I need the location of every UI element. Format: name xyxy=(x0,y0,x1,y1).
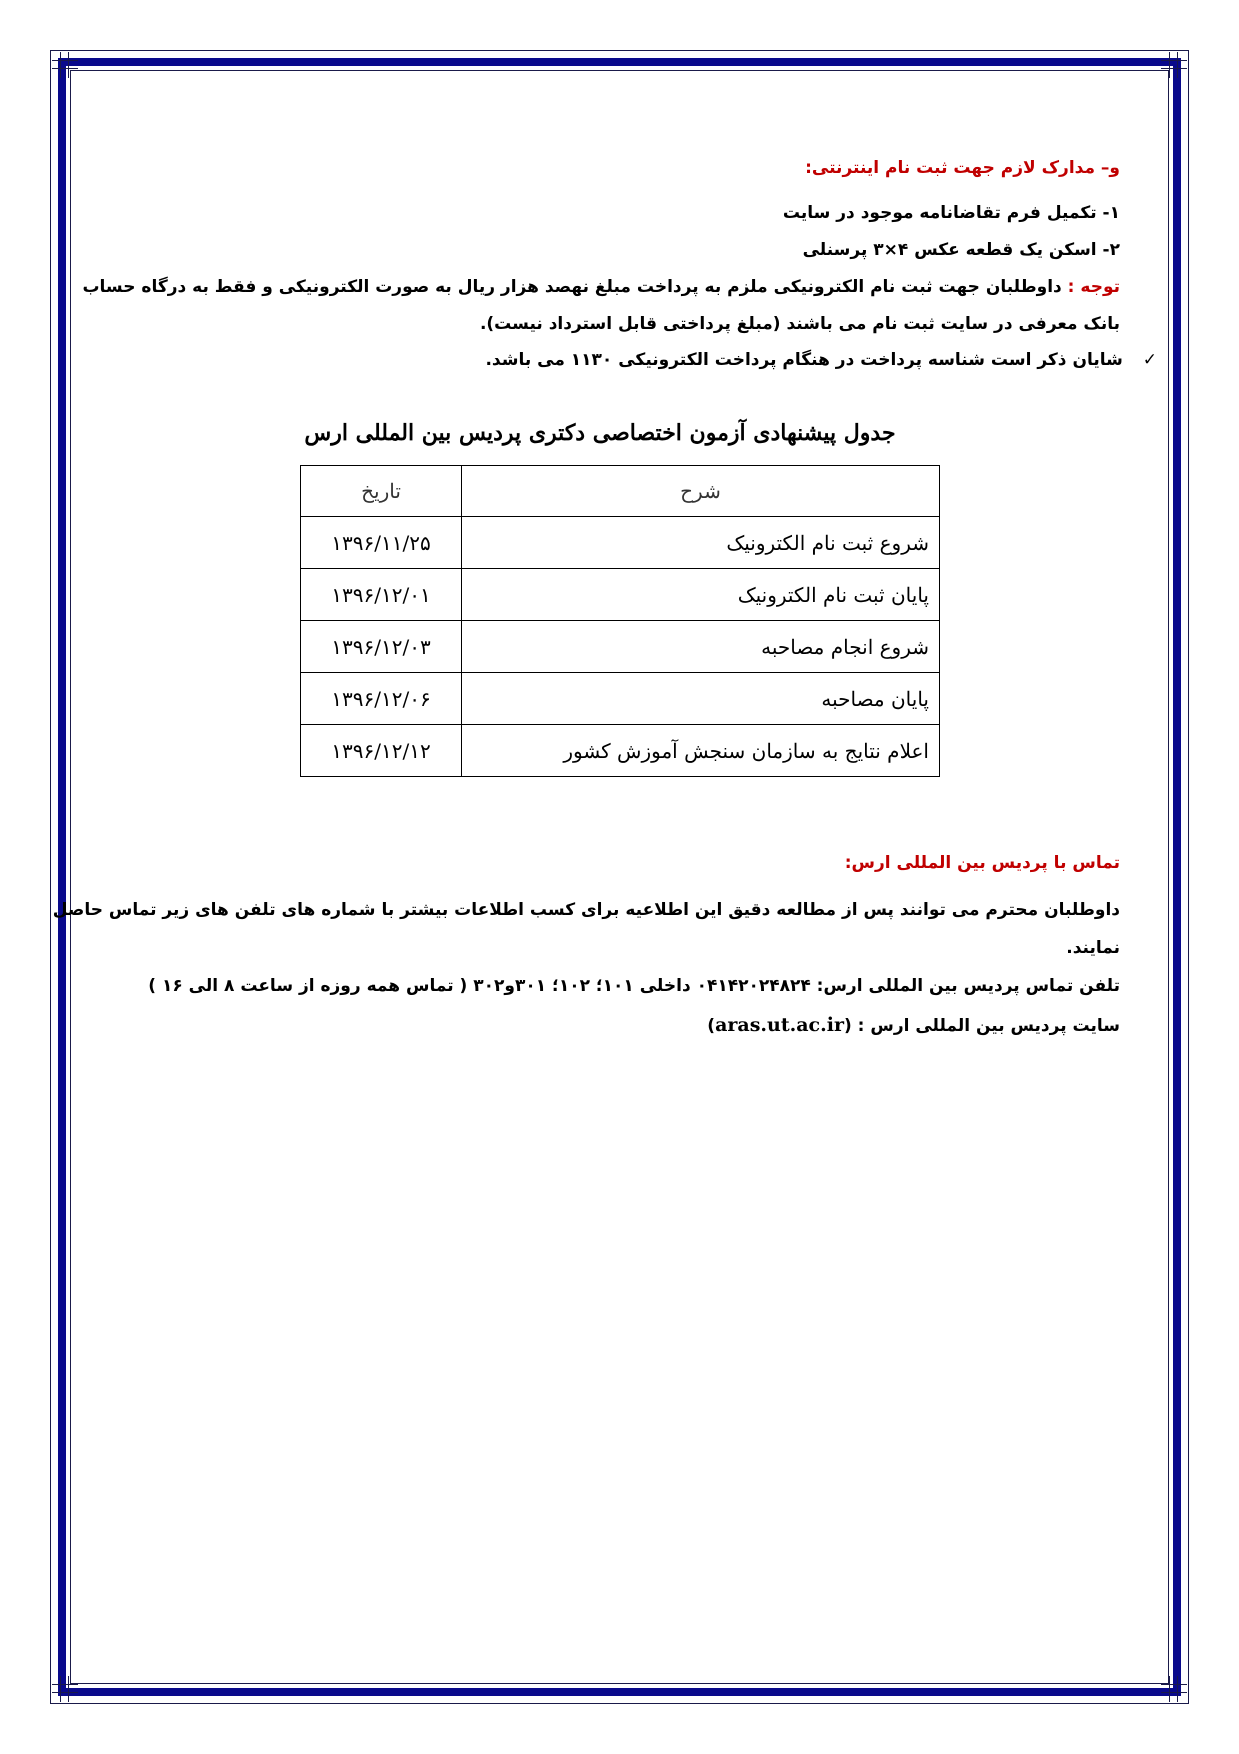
row-date: ۱۳۹۶/۱۱/۲۵ xyxy=(301,517,462,569)
documents-heading xyxy=(125,158,1120,178)
note-line-1 xyxy=(82,277,1120,297)
contact-phone: تلفن تماس پردیس بین المللی ارس: ۰۴۱۴۲۰۲۴۸۲۴ داخلی ۱۰۱؛ ۱۰۲؛ ۳۰۱و۳۰۲ ( تماس همه روزه از ساعت ۸ الی ۱۶ ) xyxy=(148,976,1120,996)
row-description: پایان مصاحبه xyxy=(462,673,940,725)
corner-ornament-top-left xyxy=(52,52,78,78)
schedule-table xyxy=(300,465,940,777)
row-date: ۱۳۹۶/۱۲/۰۳ xyxy=(301,621,462,673)
row-description: شروع انجام مصاحبه xyxy=(462,621,940,673)
website-label: سایت پردیس بین المللی ارس : ( xyxy=(843,1016,1120,1036)
page-border-inner xyxy=(52,70,1169,1684)
checklist-text: شایان ذکر است شناسه پرداخت در هنگام پرداخت الکترونیکی ۱۱۳۰ می باشد. xyxy=(485,350,1123,370)
contact-paragraph-2: نمایند. xyxy=(1066,938,1120,958)
checklist-item xyxy=(485,350,1157,370)
row-description: پایان ثبت نام الکترونیک xyxy=(462,569,940,621)
header-date: تاریخ xyxy=(301,466,462,517)
schedule-title: جدول پیشنهادی آزمون اختصاصی دکتری پردیس بین المللی ارس xyxy=(304,420,896,446)
row-description: شروع ثبت نام الکترونیک xyxy=(462,517,940,569)
table-row xyxy=(301,621,940,673)
table-header-row xyxy=(301,466,940,517)
documents-heading-text: مدارک لازم جهت ثبت نام اینترنتی: xyxy=(805,158,1095,178)
documents-heading-prefix: و– xyxy=(1100,158,1120,178)
corner-ornament-bottom-right xyxy=(1161,1676,1187,1702)
website-close: ) xyxy=(707,1016,716,1036)
corner-ornament-bottom-left xyxy=(52,1676,78,1702)
row-date: ۱۳۹۶/۱۲/۰۱ xyxy=(301,569,462,621)
table-row xyxy=(301,673,940,725)
row-description: اعلام نتایج به سازمان سنجش آموزش کشور xyxy=(462,725,940,777)
contact-website xyxy=(125,1014,1120,1036)
note-line-2: بانک معرفی در سایت ثبت نام می باشند (مبلغ پرداختی قابل استرداد نیست). xyxy=(479,314,1120,334)
table-row xyxy=(301,569,940,621)
corner-ornament-top-right xyxy=(1161,52,1187,78)
contact-heading: تماس با پردیس بین المللی ارس: xyxy=(844,853,1120,873)
website-link[interactable]: aras.ut.ac.ir xyxy=(715,1014,844,1036)
documents-item-2: ۲- اسکن یک قطعه عکس ۴×۳ پرسنلی xyxy=(802,240,1120,260)
note-label: توجه : xyxy=(1067,277,1120,297)
documents-item-1: ۱- تکمیل فرم تقاضانامه موجود در سایت xyxy=(782,203,1120,223)
table-row xyxy=(301,725,940,777)
row-date: ۱۳۹۶/۱۲/۰۶ xyxy=(301,673,462,725)
row-date: ۱۳۹۶/۱۲/۱۲ xyxy=(301,725,462,777)
table-row xyxy=(301,517,940,569)
check-icon: ✓ xyxy=(1142,350,1157,370)
contact-paragraph-1: داوطلبان محترم می توانند پس از مطالعه دقیق این اطلاعیه برای کسب اطلاعات بیشتر با شماره های تلفن های زیر تماس حاصل xyxy=(52,900,1120,920)
header-description: شرح xyxy=(462,466,940,517)
note-text-1: داوطلبان جهت ثبت نام الکترونیکی ملزم به پرداخت مبلغ نهصد هزار ریال به صورت الکترونیکی و فقط به درگاه حساب xyxy=(82,277,1062,297)
